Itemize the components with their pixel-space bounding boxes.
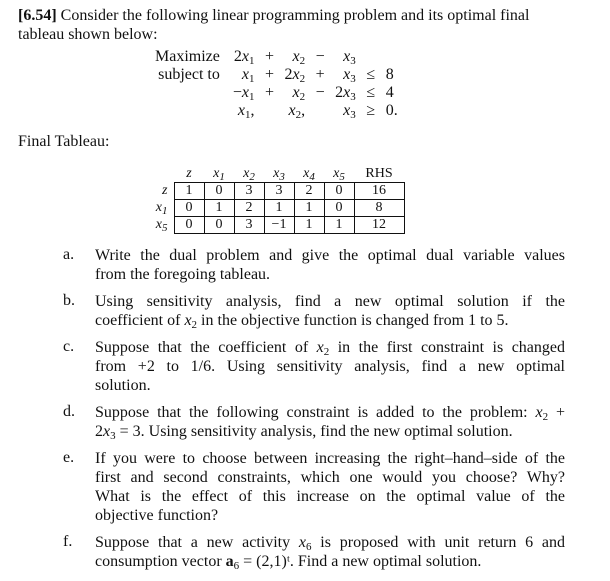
tableau-header: RHS xyxy=(365,166,393,181)
tableau-header: $x_1$ xyxy=(213,166,225,183)
question-letter: c. xyxy=(63,338,75,355)
tableau-row xyxy=(150,200,404,217)
lp-term: 8 xyxy=(385,66,394,83)
tableau-cell: 3 xyxy=(234,183,264,200)
tableau-row xyxy=(150,183,404,200)
lp-operator xyxy=(308,102,332,120)
question-text: Suppose that the following constraint is added to the problem: $x_2$ + $2x_3 = 3$. Using sensitivity analysis, find the new optimal solution. xyxy=(95,404,565,442)
lp-operator: ≤ xyxy=(366,84,376,101)
lp-operator: + xyxy=(265,48,275,65)
tableau-cell: 0 xyxy=(324,183,354,200)
lp-row-label: Maximize xyxy=(155,48,220,65)
lp-operator: + xyxy=(315,66,325,83)
tableau-cell: 0 xyxy=(204,183,234,200)
lp-row-label xyxy=(152,84,230,102)
tableau-cell: 1 xyxy=(264,200,294,217)
tableau-header: $x_5$ xyxy=(333,166,345,183)
lp-row-label xyxy=(152,102,230,120)
tableau-corner xyxy=(150,166,174,183)
lp-operator: ≤ xyxy=(366,66,376,83)
lp-term: $x_2$, xyxy=(288,102,306,121)
lp-term: $2x_3$ xyxy=(335,84,356,103)
tableau-header: z xyxy=(186,166,192,181)
tableau-cell: −1 xyxy=(264,217,294,234)
tableau-cell: 0 xyxy=(174,200,204,217)
tableau-header: $x_4$ xyxy=(303,166,315,183)
lp-row xyxy=(152,48,401,66)
lp-term: $x_1$, xyxy=(237,102,255,121)
tableau-cell: 1 xyxy=(294,200,324,217)
problem-number: [6.54] xyxy=(18,7,57,24)
lp-term xyxy=(383,48,401,66)
lp-term: $-x_1$ xyxy=(232,84,255,103)
problem-header xyxy=(18,6,529,26)
problem-intro-line2: tableau shown below: xyxy=(18,26,158,43)
tableau-header: $x_3$ xyxy=(273,166,285,183)
tableau-cell: 3 xyxy=(234,217,264,234)
tableau-cell: 12 xyxy=(354,217,404,234)
tableau-cell: 2 xyxy=(234,200,264,217)
tableau-cell: 1 xyxy=(174,183,204,200)
tableau-cell: 8 xyxy=(354,200,404,217)
tableau-row-label: $x_5$ xyxy=(155,217,168,234)
lp-operator xyxy=(359,48,383,66)
tableau-row-label: z xyxy=(162,183,168,198)
lp-row xyxy=(152,102,401,120)
lp-formulation xyxy=(152,48,401,120)
tableau-cell: 0 xyxy=(204,217,234,234)
tableau-cell: 1 xyxy=(294,217,324,234)
lp-term: $x_3$ xyxy=(343,48,356,67)
lp-operator: − xyxy=(315,48,325,65)
lp-operator: − xyxy=(315,84,325,101)
lp-term: $x_2$ xyxy=(292,84,306,103)
question-text: Suppose that a new activity $x_6$ is proposed with unit return 6 and consumption vector $a_6$ = (2,1)ᵗ. Find a new optimal solution. xyxy=(95,534,565,572)
problem-intro-line1: Consider the following linear programming problem and its optimal final xyxy=(60,7,530,24)
question-letter: f. xyxy=(63,533,73,550)
lp-term: $2x_2$ xyxy=(284,66,306,85)
lp-term: $x_3$ xyxy=(343,102,356,121)
tableau-cell: 3 xyxy=(264,183,294,200)
tableau-cell: 2 xyxy=(294,183,324,200)
lp-term: $x_3$ xyxy=(343,66,356,85)
question-text: Using sensitivity analysis, find a new optimal solution if the coefficient of $x_2$ in the objective function is changed from 1 to 5. xyxy=(95,293,565,331)
question-text: Suppose that the coefficient of $x_2$ in the first constraint is changed from +2 to 1/6. Using sensitivity analysis, find a new optimal solution. xyxy=(95,339,566,394)
question-text: If you were to choose between increasing the right–hand–side of the first and second constraints, which one would you choose? Why? What is the effect of this increase on the optimal value of the objective function? xyxy=(95,450,565,524)
lp-operator: + xyxy=(265,66,275,83)
tableau-header: $x_2$ xyxy=(243,166,255,183)
question-letter: e. xyxy=(63,449,75,466)
tableau-cell: 0 xyxy=(174,217,204,234)
tableau-cell: 1 xyxy=(324,217,354,234)
tableau-row xyxy=(150,217,404,234)
final-tableau xyxy=(150,166,405,234)
lp-term: $x_1$ xyxy=(241,66,255,85)
question-letter: d. xyxy=(63,403,75,420)
tableau-cell: 1 xyxy=(204,200,234,217)
lp-row-label: subject to xyxy=(158,66,220,83)
tableau-cell: 0 xyxy=(324,200,354,217)
lp-term: 0. xyxy=(385,102,398,119)
tableau-row-label: $x_1$ xyxy=(155,200,168,217)
question-text: Write the dual problem and give the optimal dual variable values from the foregoing tableau. xyxy=(95,247,565,283)
final-tableau-label: Final Tableau: xyxy=(18,133,110,150)
lp-row xyxy=(152,84,401,102)
lp-term: $x_2$ xyxy=(292,48,306,67)
lp-operator: + xyxy=(265,84,275,101)
lp-term: $2x_1$ xyxy=(233,48,255,67)
lp-term: 4 xyxy=(385,84,394,101)
lp-operator xyxy=(258,102,282,120)
lp-operator: ≥ xyxy=(366,102,376,119)
lp-row xyxy=(152,66,401,84)
question-letter: b. xyxy=(63,292,75,309)
tableau-cell: 16 xyxy=(354,183,404,200)
question-letter: a. xyxy=(63,246,75,263)
